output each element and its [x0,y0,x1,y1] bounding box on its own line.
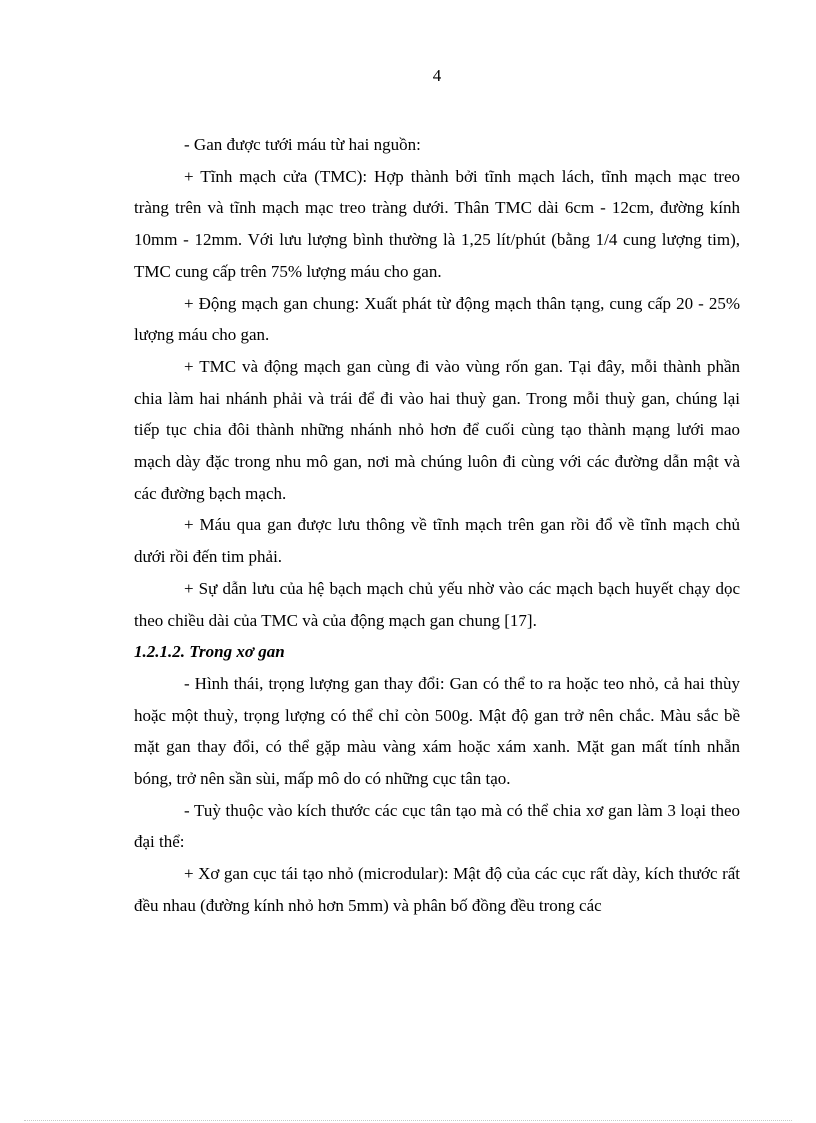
page-number: 4 [432,66,442,85]
paragraph-micronodular: + Xơ gan cục tái tạo nhỏ (microdular): Mật độ của các cục rất dày, kích thước rất đều nhau (đường kính nhỏ hơn 5mm) và phân bố đồng đều trong các [134,864,740,915]
page-bottom-rule [24,1120,792,1121]
paragraph-classification: - Tuỳ thuộc vào kích thước các cục tân tạo mà có thể chia xơ gan làm 3 loại theo đại thể: [134,800,740,852]
document-body [134,129,740,922]
paragraph-morphology: - Hình thái, trọng lượng gan thay đổi: Gan có thể to ra hoặc teo nhỏ, cả hai thùy hoặc một thuỳ, trọng lượng có thể chỉ còn 500g. Mật độ gan trở nên chắc. Màu sắc bề mặt gan thay đổi, có thể gặp màu vàng xám hoặc xám xanh. Mặt gan mất tính nhẵn bóng, trở nên sần sùi, mấp mô do có những cục tân tạo. [134,673,740,789]
paragraph-portal-vein: + Tĩnh mạch cửa (TMC): Hợp thành bởi tĩnh mạch lách, tĩnh mạch mạc treo tràng trên và tĩnh mạch mạc treo tràng dưới. Thân TMC dài 6cm - 12cm, đường kính 10mm - 12mm. Với lưu lượng bình thường là 1,25 lít/phút (bằng 1/4 cung lượng tim), TMC cung cấp trên 75% lượng máu cho gan. [134,166,740,281]
paragraph-blood-supply-intro: - Gan được tưới máu từ hai nguồn: [184,135,421,154]
paragraph-hepatic-artery: + Động mạch gan chung: Xuất phát từ động mạch thân tạng, cung cấp 20 - 25% lượng máu cho gan. [134,293,740,345]
paragraph-venous-drainage: + Máu qua gan được lưu thông về tĩnh mạch trên gan rồi đổ về tĩnh mạch chủ dưới rồi đến tim phải. [134,515,740,567]
section-heading-cirrhosis: 1.2.1.2. Trong xơ gan [134,642,285,662]
paragraph-hilum-branching: + TMC và động mạch gan cùng đi vào vùng rốn gan. Tại đây, mỗi thành phần chia làm hai nhánh phải và trái để đi vào hai thuỳ gan. Trong mỗi thuỳ gan, chúng lại tiếp tục chia đôi thành những nhánh nhỏ hơn để cuối cùng tạo thành mạng lưới mao mạch dày đặc trong nhu mô gan, nơi mà chúng luôn đi cùng với các đường dẫn mật và các đường bạch mạch. [134,356,740,503]
paragraph-lymph-drainage: + Sự dẫn lưu của hệ bạch mạch chủ yếu nhờ vào các mạch bạch huyết chạy dọc theo chiều dài của TMC và của động mạch gan chung [17]. [134,578,740,630]
